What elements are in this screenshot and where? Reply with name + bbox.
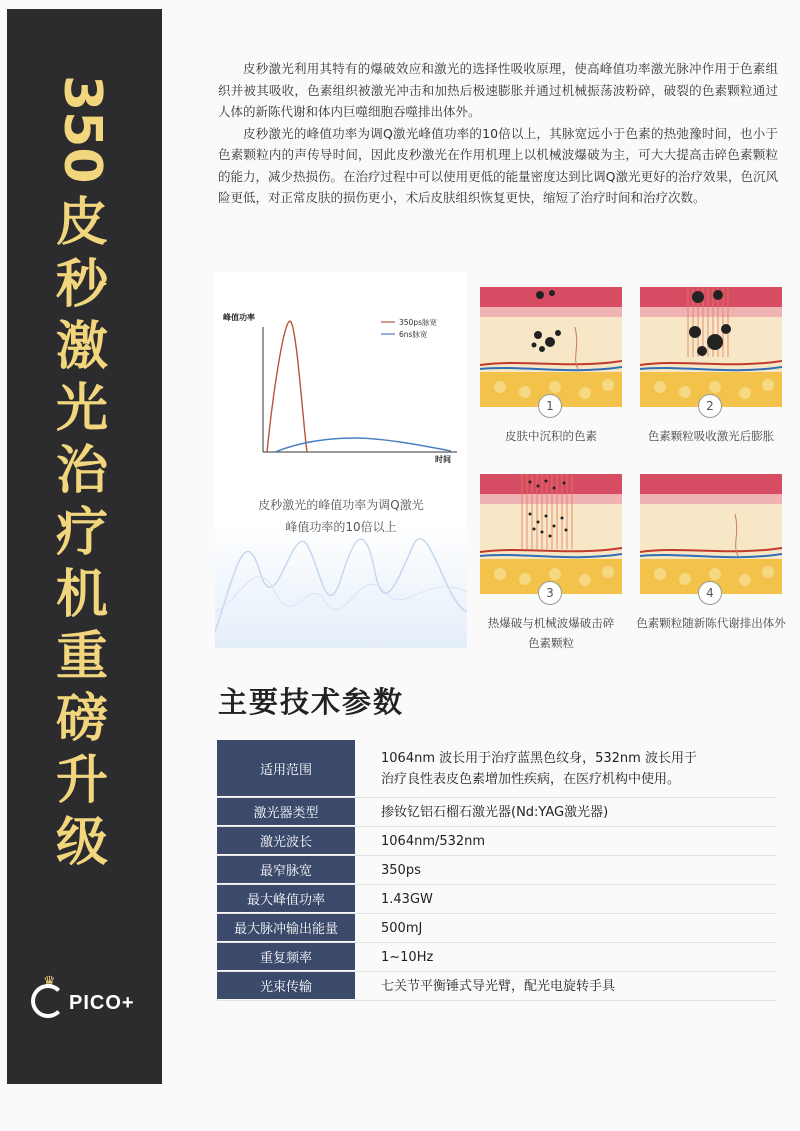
vertical-title [27, 67, 137, 874]
skin-illustration [480, 474, 622, 594]
skin-panel-2 [640, 287, 782, 407]
title-char: 磅 [55, 689, 108, 749]
intro-text [218, 58, 778, 209]
skin-panel-3 [480, 474, 622, 594]
spec-label: 最大峰值功率 [217, 885, 355, 912]
title-char: 机 [55, 565, 108, 625]
spec-label: 最窄脉宽 [217, 856, 355, 883]
legend-label-6ns: 6ns脉宽 [399, 330, 428, 339]
spec-label: 光束传输 [217, 972, 355, 999]
chart-caption [215, 494, 467, 538]
title-char: 激 [55, 317, 108, 377]
chart-caption-line: 皮秒激光的峰值功率为调Q激光 [258, 498, 424, 512]
spec-value-line: 1064nm 波长用于治疗蓝黑色纹身，532nm 波长用于 [381, 750, 697, 766]
spec-value: 500mJ [381, 920, 423, 936]
title-char: 级 [55, 813, 108, 873]
crown-icon: ♛ [43, 974, 56, 990]
title-number: 350 [52, 75, 112, 184]
title-char: 皮 [55, 193, 108, 253]
spec-label: 激光波长 [217, 827, 355, 854]
section-title: 主要技术参数 [218, 685, 405, 719]
title-char: 升 [55, 751, 108, 811]
series-350ps-line [267, 321, 307, 452]
spec-row [217, 914, 777, 943]
spec-row [217, 740, 777, 798]
sidebar [7, 9, 162, 1084]
pulse-chart [215, 272, 467, 648]
spec-value: 350ps [381, 862, 421, 878]
panel-caption-1: 皮肤中沉积的色素 [505, 429, 597, 443]
step-number-3: 3 [538, 581, 562, 605]
panel-caption-4: 色素颗粒随新陈代谢排出体外 [636, 616, 786, 630]
title-char: 疗 [55, 503, 108, 563]
skin-panel-1 [480, 287, 622, 407]
spec-label: 重复频率 [217, 943, 355, 970]
panel-caption-2: 色素颗粒吸收激光后膨胀 [647, 429, 775, 443]
spec-row [217, 885, 777, 914]
spec-label: 最大脉冲输出能量 [217, 914, 355, 941]
series-6ns-line [275, 438, 451, 452]
chart-caption-line: 峰值功率的10倍以上 [285, 520, 397, 534]
spec-value: 七关节平衡锤式导光臂，配光电旋转手具 [381, 978, 616, 994]
logo-mark-icon [31, 984, 65, 1018]
spec-row [217, 798, 777, 827]
chart-xlabel: 时间 [435, 455, 451, 464]
specs-table [217, 740, 777, 1001]
step-number-4: 4 [698, 581, 722, 605]
step-number-1: 1 [538, 394, 562, 418]
title-char: 秒 [55, 255, 108, 315]
title-char: 治 [55, 441, 108, 501]
spec-row [217, 943, 777, 972]
wave-background [215, 522, 467, 648]
skin-panel-4 [640, 474, 782, 594]
spec-value-line: 治疗良性表皮色素增加性疾病，在医疗机构中使用。 [381, 771, 681, 787]
brand-logo [29, 974, 159, 1024]
spec-value: 1~10Hz [381, 949, 434, 965]
intro-paragraph: 皮秒激光的峰值功率为调Q激光峰值功率的10倍以上，其脉宽远小于色素的热弛豫时间，也小于色素颗粒内的声传导时间，因此皮秒激光在作用机理上以机械波爆破为主，可大大提高击碎色素颗粒的能力，减少热损伤。在治疗过程中可以使用更低的能量密度达到比调Q激光更好的治疗效果，色沉风险更低，对正常皮肤的损伤更小，术后皮肤组织恢复更快，缩短了治疗时间和治疗次数。 [218, 125, 778, 205]
spec-row [217, 856, 777, 885]
skin-illustration [640, 287, 782, 407]
chart-ylabel: 峰值功率 [223, 313, 255, 322]
title-char: 光 [55, 379, 108, 439]
spec-row [217, 827, 777, 856]
panel-caption-line: 热爆破与机械波爆破击碎 [487, 616, 615, 630]
spec-row [217, 972, 777, 1001]
spec-value: 掺钕钇铝石榴石激光器(Nd:YAG激光器) [381, 804, 609, 820]
intro-paragraph: 皮秒激光利用其特有的爆破效应和激光的选择性吸收原理，使高峰值功率激光脉冲作用于色素组织并被其吸收，色素组织被激光冲击和加热后极速膨胀并通过机械振荡波粉碎，破裂的色素颗粒通过人体的新陈代谢和体内巨噬细胞吞噬排出体外。 [218, 61, 778, 119]
skin-illustration [640, 474, 782, 594]
pulse-chart-card [215, 272, 467, 648]
logo-text: PICO+ [69, 992, 135, 1014]
spec-label: 适用范围 [217, 740, 355, 796]
title-char: 重 [55, 627, 108, 687]
spec-value: 1.43GW [381, 891, 433, 907]
skin-illustration [480, 287, 622, 407]
step-number-2: 2 [698, 394, 722, 418]
panel-caption-3 [466, 613, 636, 653]
spec-value [355, 748, 697, 790]
panel-caption-line: 色素颗粒 [528, 636, 574, 650]
legend-label-350ps: 350ps脉宽 [399, 318, 437, 327]
spec-label: 激光器类型 [217, 798, 355, 825]
spec-value: 1064nm/532nm [381, 833, 486, 849]
